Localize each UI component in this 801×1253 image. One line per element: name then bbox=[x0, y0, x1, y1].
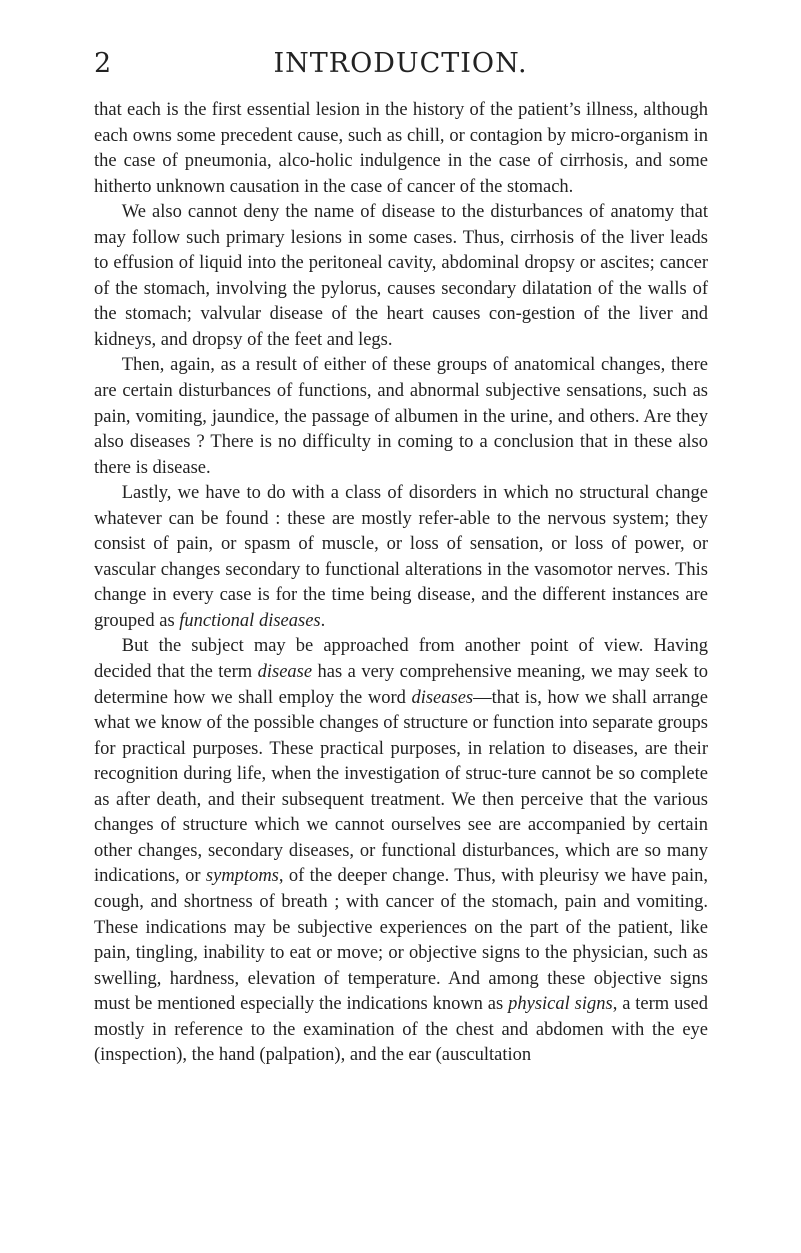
italic-term: symptoms bbox=[205, 866, 279, 887]
paragraph-text: Then, again, as a result of either of these groups of anatomical changes, there are certain disturbances of functions, and abnormal subjective sensations, such as pain, vomiting, jaundice, the passage of albumen in the urine, and others. Are they also diseases ? There is no difficulty in coming to a conclusion that in these also there is disease. bbox=[94, 355, 708, 478]
paragraph-3 bbox=[94, 353, 708, 481]
italic-term: disease bbox=[257, 662, 313, 683]
paragraph-2 bbox=[94, 200, 708, 353]
page-header bbox=[94, 44, 707, 84]
paragraph-1 bbox=[94, 98, 708, 200]
paragraph-text: —that is, how we shall arrange what we know of the possible changes of structure or function into separate groups for practical purposes. These practical purposes, in relation to diseases, are their recognition during life, when the investigation of struc-ture cannot be so complete as after death, and their subsequent treatment. We then perceive that the various changes of structure which we cannot ourselves see are accompanied by certain other changes, secondary diseases, or functional disturbances, which are so many indications, or bbox=[94, 687, 708, 887]
italic-term: diseases bbox=[411, 687, 474, 708]
paragraph-text: . bbox=[320, 610, 326, 631]
running-head: INTRODUCTION. bbox=[273, 48, 528, 79]
paragraph-5 bbox=[94, 634, 708, 1068]
italic-term: functional diseases bbox=[179, 610, 321, 631]
paragraph-text: Lastly, we have to do with a class of disorders in which no structural change whatever can be found : these are mostly refer-able to the nervous system; they consist of pain, or spasm of muscle, or loss of sensation, or loss of power, or vascular changes secondary to functional alterations in the vasomotor nerves. This change in every case is for the time being disease, and the different instances are grouped as bbox=[94, 483, 708, 631]
page-number: 2 bbox=[94, 48, 112, 79]
paragraph-text: , of the deeper change. Thus, with pleurisy we have pain, cough, and shortness of breath ; with cancer of the stomach, pain and vomiting. These indications may be subjective experiences on the part of the patient, like pain, tingling, inability to eat or move; or objective signs to the physician, such as swelling, hardness, elevation of temperature. And among these objective signs must be mentioned especially the indications known as bbox=[94, 866, 708, 1015]
paragraph-4 bbox=[94, 481, 708, 634]
paragraph-text: has a very comprehensive meaning, we may seek to determine how we shall employ the word bbox=[94, 662, 708, 708]
paragraph-text: , a term used mostly in reference to the examination of the chest and abdomen with the eye (inspection), the hand (palpation), and the ear (auscultation bbox=[94, 994, 708, 1066]
paragraph-text: that each is the first essential lesion in the history of the patient’s illness, although each owns some precedent cause, such as chill, or contagion by micro-organism in the case of pneumonia, alco-holic indulgence in the case of cirrhosis, and some hitherto unknown causation in the case of cancer of the stomach. bbox=[94, 100, 708, 197]
italic-term: physical signs bbox=[508, 994, 613, 1015]
body-text bbox=[94, 98, 708, 1069]
paragraph-text: We also cannot deny the name of disease to the disturbances of anatomy that may follow such primary lesions in some cases. Thus, cirrhosis of the liver leads to effusion of liquid into the peritoneal cavity, abdominal dropsy or ascites; cancer of the stomach, involving the pylorus, causes secondary dilatation of the walls of the stomach; valvular disease of the heart causes con-gestion of the liver and kidneys, and dropsy of the feet and legs. bbox=[94, 202, 708, 350]
paragraph-text: But the subject may be approached from another point of view. Having decided that the term bbox=[94, 636, 708, 683]
